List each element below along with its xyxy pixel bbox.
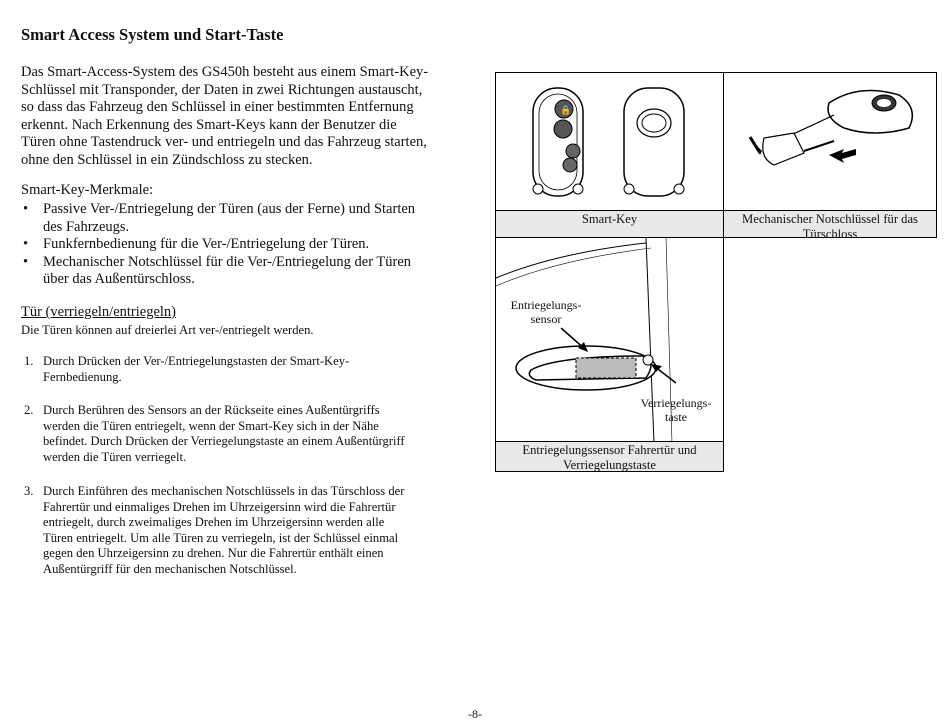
smart-key-illustration [496,73,725,212]
list-item: • Funkfernbedienung für die Ver-/Entriegelung der Türen. [23,236,370,252]
smart-key-figure [495,72,724,211]
door-section-intro: Die Türen können auf dreierlei Art ver-/entriegelt werden. [21,323,314,337]
list-item: • Mechanischer Notschlüssel für die Ver-/Entriegelung der Türen über das Außentürschloss. [23,253,412,287]
list-item: • Passive Ver-/Entriegelung der Türen (aus der Ferne) und Starten des Fahrzeugs. [23,201,416,235]
step-3: 3. Durch Einführen des mechanischen Notschlüssels in das Türschloss der Fahrertür und einmaliges Drehen im Uhrzeigersinn wird die Fahrertür entriegelt, durch zweimaliges Drehen im Uhrzeigersinn werden alle Türen entriegelt. Um alle Türen zu verriegeln, ist der Schlüssel einmal gegen den Uhrzeigersinn zu drehen. Nur die Fahrertür enthält einen Außentürgriff für den mechanischen Notschlüssel. [24,484,405,576]
step-2: 2. Durch Berühren des Sensors an der Rückseite eines Außentürgriffs werden die Türen entriegelt, wenn der Smart-Key sich in der Nähe befindet. Durch Drücken der Verriegelungstaste an einem Außentürgriff werden die Türen verriegelt. [24,403,405,464]
svg-text:🔒: 🔒 [560,106,572,116]
door-section-heading: Tür (verriegeln/entriegeln) [21,304,176,320]
door-handle-figure [495,237,724,442]
mech-key-illustration [724,73,938,212]
features-heading: Smart-Key-Merkmale: [21,182,154,198]
mech-key-figure [723,72,937,211]
door-handle-caption: Entriegelungssensor Fahrertür und Verriegelungstaste [495,441,724,472]
page-title: Smart Access System und Start-Taste [21,25,284,44]
features-list [21,201,451,289]
step-1: 1. Durch Drücken der Ver-/Entriegelungstasten der Smart-Key- Fernbedienung. [24,354,350,384]
smart-key-caption: Smart-Key [495,210,724,238]
mech-key-caption: Mechanischer Notschlüssel für das Türschloss [723,210,937,238]
page-number: -8- [468,707,482,721]
sensor-label: Entriegelungs- sensor [510,298,582,326]
lock-button-label: Verriegelungs- taste [640,396,712,424]
intro-paragraph: Das Smart-Access-System des GS450h besteht aus einem Smart-Key- Schlüssel mit Transponder, der Daten in zwei Richtungen austauscht, so dass das Fahrzeug den Schlüssel in einer bestimmten Entfernung erkennt. Nach Erkennung des Smart-Keys kann der Benutzer die Türen ohne Tastendruck ver- und entriegeln und das Fahrzeug starten, ohne den Schlüssel in ein Zündschloss zu stecken. [21,64,429,168]
